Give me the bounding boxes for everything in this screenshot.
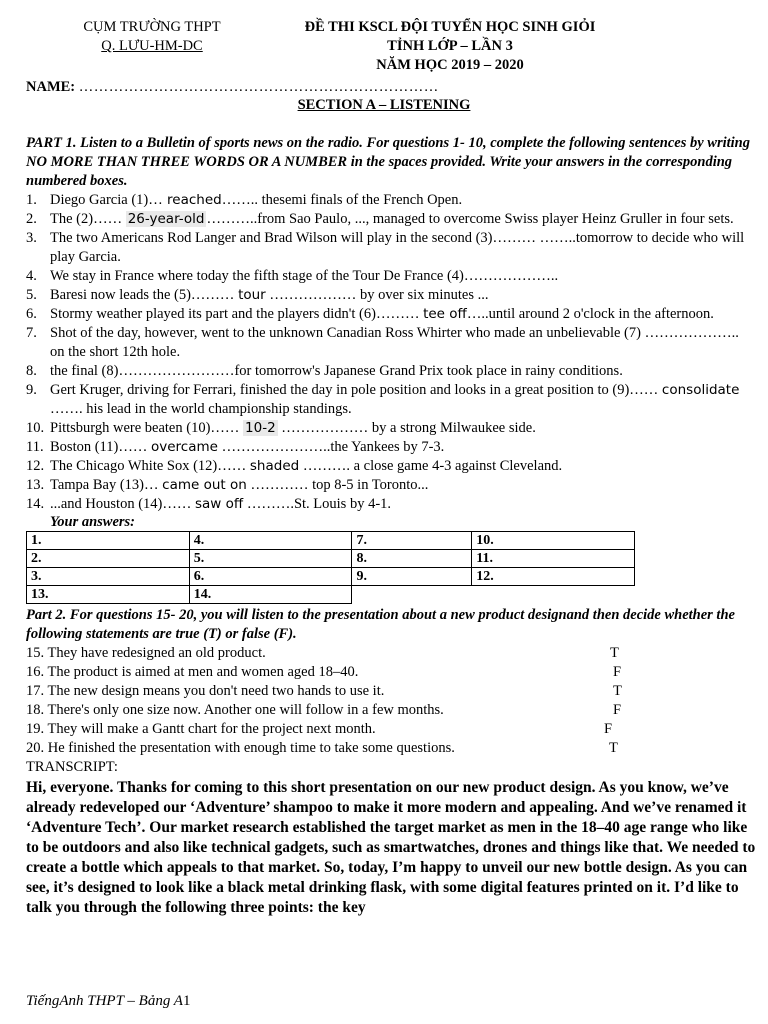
answer-cell[interactable]: 10.: [472, 532, 635, 550]
question-12: [26, 457, 756, 476]
tf-answer: F: [604, 721, 613, 737]
tf-statement: 18. There's only one size now. Another one will follow in a few months.: [26, 702, 444, 718]
question-5: [26, 286, 756, 305]
exam-level: TỈNH LỚP – LẦN 3: [387, 38, 513, 54]
true-false-list: [26, 644, 756, 758]
tf-statement: 16. The product is aimed at men and women aged 18–40.: [26, 664, 359, 680]
tf-statement: 19. They will make a Gantt chart for the project next month.: [26, 721, 376, 737]
text-segment: Boston (11)……: [50, 439, 151, 455]
question-13: [26, 476, 756, 495]
question-7: [26, 324, 756, 362]
answer-cell[interactable]: 12.: [472, 568, 635, 586]
text-segment: …..until around 2 o'clock in the afternoon.: [466, 306, 714, 322]
exam-title: ĐỀ THI KSCL ĐỘI TUYỂN HỌC SINH GIỎI: [304, 19, 596, 35]
tf-answer: T: [613, 683, 622, 699]
text-segment: Pittsburgh were beaten (10)……: [50, 420, 244, 436]
question-text: [50, 419, 756, 438]
question-1: [26, 191, 756, 210]
answer-cell[interactable]: 4.: [189, 532, 352, 550]
question-number: 7.: [26, 325, 37, 341]
question-10: [26, 419, 756, 438]
tf-answer: F: [613, 664, 622, 680]
school-district: Q. LƯU-HM-DC: [101, 38, 203, 54]
text-segment: ……. his lead in the world championship standings.: [50, 401, 352, 417]
part2-instruction: Part 2. For questions 15- 20, you will listen to the presentation about a new product designand then decide whether the following statements are true (T) or false (F).: [26, 607, 735, 642]
exam-body: [26, 134, 756, 918]
answer-cell[interactable]: 5.: [189, 550, 352, 568]
answer-row: [27, 550, 635, 568]
answer-cell[interactable]: 7.: [352, 532, 472, 550]
answer-row: [27, 568, 635, 586]
tf-item: [26, 663, 756, 682]
question-2: [26, 210, 756, 229]
name-line: [26, 78, 439, 97]
exam-header: [270, 18, 630, 75]
text-segment: The Chicago White Sox (12)……: [50, 458, 250, 474]
name-dots: ………………………………………………………………: [78, 79, 439, 95]
question-text: [50, 305, 756, 324]
tf-item: [26, 682, 756, 701]
question-text: [50, 191, 756, 210]
answer-fill: came out on: [162, 477, 247, 493]
text-segment: Baresi now leads the (5)………: [50, 287, 239, 303]
text-segment: …….. thesemi finals of the French Open.: [221, 192, 463, 208]
question-number: 10.: [26, 420, 45, 436]
text-segment: ...and Houston (14)……: [50, 496, 195, 512]
question-3: [26, 229, 756, 267]
question-number: 9.: [26, 382, 37, 398]
answer-fill: tee off: [423, 306, 467, 322]
question-number: 3.: [26, 230, 37, 246]
question-11: [26, 438, 756, 457]
page-number: 1: [182, 993, 191, 1009]
tf-statement: 20. He finished the presentation with enough time to take some questions.: [26, 740, 455, 756]
answer-row: [27, 532, 635, 550]
answer-cell[interactable]: 1.: [27, 532, 190, 550]
text-segment: ……………… by over six minutes ...: [265, 287, 489, 303]
tf-item: [26, 701, 756, 720]
tf-statement: 15. They have redesigned an old product.: [26, 645, 266, 661]
text-segment: Diego Garcia (1)…: [50, 192, 163, 208]
question-number: 12.: [26, 458, 45, 474]
text-segment: ………… top 8-5 in Toronto...: [246, 477, 429, 493]
question-number: 1.: [26, 192, 37, 208]
question-text: [50, 438, 756, 457]
page-footer: [26, 992, 190, 1012]
section-title: SECTION A – LISTENING: [297, 97, 471, 113]
question-text: [50, 381, 756, 419]
part1-instruction: PART 1. Listen to a Bulletin of sports news on the radio. For questions 1- 10, complete the following sentences by writing NO MORE THAN THREE WORDS OR A NUMBER in the spaces provided. Write your answers in the corresponding numbered boxes.: [26, 135, 750, 189]
answer-cell[interactable]: 11.: [472, 550, 635, 568]
question-number: 4.: [26, 268, 37, 284]
tf-item: [26, 739, 756, 758]
question-4: [26, 267, 756, 286]
transcript-label: TRANSCRIPT:: [26, 759, 118, 775]
question-6: [26, 305, 756, 324]
question-number: 14.: [26, 496, 45, 512]
question-number: 8.: [26, 363, 37, 379]
tf-answer: T: [610, 645, 619, 661]
answer-cell[interactable]: 3.: [27, 568, 190, 586]
text-segment: ………. a close game 4-3 against Cleveland.: [299, 458, 563, 474]
question-text: We stay in France where today the fifth stage of the Tour De France (4)………………..: [50, 268, 559, 284]
tf-answer: F: [613, 702, 622, 718]
answer-fill: saw off: [195, 496, 244, 512]
question-text: [50, 495, 756, 514]
text-segment: …………………..the Yankees by 7-3.: [217, 439, 445, 455]
answer-row: [27, 586, 635, 604]
answer-fill: consolidate: [661, 382, 740, 398]
answer-fill: shaded: [249, 458, 300, 474]
question-number: 6.: [26, 306, 37, 322]
question-number: 2.: [26, 211, 37, 227]
question-text: Shot of the day, however, went to the unknown Canadian Ross Whirter who made an unbelievable (7) ……………….. on the short 12th hole.: [50, 325, 739, 360]
question-text: [50, 457, 756, 476]
your-answers-label: Your answers:: [50, 514, 136, 530]
school-cluster: CỤM TRƯỜNG THPT: [83, 19, 221, 35]
answer-fill: 26-year-old: [127, 211, 205, 227]
text-segment: Stormy weather played its part and the players didn't (6)………: [50, 306, 424, 322]
question-8: [26, 362, 756, 381]
question-number: 13.: [26, 477, 45, 493]
school-header: [52, 18, 252, 56]
question-number: 5.: [26, 287, 37, 303]
text-segment: ……………… by a strong Milwaukee side.: [277, 420, 536, 436]
exam-year: NĂM HỌC 2019 – 2020: [376, 57, 524, 73]
question-text: the final (8)……………………for tomorrow's Japanese Grand Prix took place in rainy conditions.: [50, 363, 623, 379]
question-9: [26, 381, 756, 419]
question-text: [50, 476, 756, 495]
answer-fill: overcame: [150, 439, 218, 455]
question-14: [26, 495, 756, 514]
text-segment: ……….St. Louis by 4-1.: [243, 496, 392, 512]
answer-cell[interactable]: 14.: [189, 586, 352, 604]
text-segment: The (2)……: [50, 211, 126, 227]
answer-fill: 10-2: [245, 420, 276, 436]
question-number: 11.: [26, 439, 44, 455]
tf-statement: 17. The new design means you don't need two hands to use it.: [26, 683, 385, 699]
question-text: [50, 286, 756, 305]
answer-cell[interactable]: 9.: [352, 568, 472, 586]
tf-answer: T: [609, 740, 618, 756]
tf-item: [26, 720, 756, 739]
answer-table: [26, 531, 635, 604]
question-text: The two Americans Rod Langer and Brad Wilson will play in the second (3)……… ……..tomorrow to decide who will play Garcia.: [50, 230, 745, 265]
text-segment: Gert Kruger, driving for Ferrari, finished the day in pole position and looks in a great position to (9)……: [50, 382, 662, 398]
footer-subject: TiếngAnh THPT – Bảng A: [26, 993, 183, 1009]
question-text: [50, 210, 756, 229]
answer-cell[interactable]: 6.: [189, 568, 352, 586]
tf-item: [26, 644, 756, 663]
answer-fill: tour: [238, 287, 266, 303]
answer-cell[interactable]: 13.: [27, 586, 190, 604]
answer-fill: reached: [162, 192, 222, 208]
name-label: NAME:: [26, 79, 76, 95]
text-segment: ………..from Sao Paulo, ..., managed to overcome Swiss player Heinz Gruller in four sets.: [206, 211, 734, 227]
answer-cell[interactable]: 8.: [352, 550, 472, 568]
transcript-text: Hi, everyone. Thanks for coming to this short presentation on our new product design. As you know, we’ve already redeveloped our ‘Adventure’ shampoo to make it more modern and appealing. And we’ve renamed it ‘Adventure Tech’. Our market research established the target market as men in the 18–40 age range who like to be outdoors and also like technical gadgets, such as smartwatches, drones and things like that. We needed to create a bottle which appeals to that market. So, today, I’m happy to unveil our new bottle design. As you can see, it’s designed to look like a black metal drinking flask, with some digital features printed on it. I’d like to talk you through the following three points: the key: [26, 779, 756, 916]
text-segment: Tampa Bay (13)…: [50, 477, 163, 493]
answer-cell[interactable]: 2.: [27, 550, 190, 568]
